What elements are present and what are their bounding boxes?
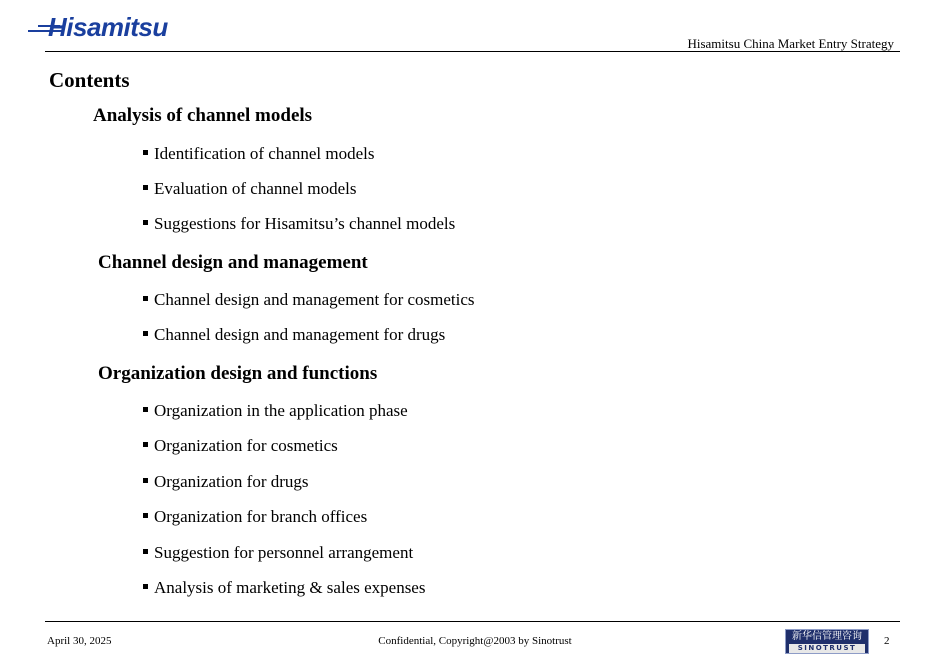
list-item: Organization for branch offices (143, 507, 367, 527)
list-item: Organization in the application phase (143, 401, 408, 421)
page-number: 2 (884, 635, 890, 647)
square-bullet-icon (143, 442, 148, 447)
header-divider (45, 51, 900, 52)
section-heading: Analysis of channel models (93, 105, 313, 126)
square-bullet-icon (143, 549, 148, 554)
square-bullet-icon (143, 331, 148, 336)
page-title: Contents (49, 68, 130, 92)
sinotrust-logo-cn: 新华信管理咨询 (792, 631, 862, 642)
logo-text: Hisamitsu (48, 12, 168, 42)
list-item: Channel design and management for cosmetics (143, 290, 475, 310)
square-bullet-icon (143, 407, 148, 412)
list-item: Identification of channel models (143, 144, 374, 164)
list-item: Analysis of marketing & sales expenses (143, 578, 425, 598)
square-bullet-icon (143, 185, 148, 190)
list-item: Organization for cosmetics (143, 436, 338, 456)
list-item: Suggestions for Hisamitsu’s channel models (143, 214, 455, 234)
sinotrust-logo (785, 629, 869, 654)
list-item: Channel design and management for drugs (143, 325, 445, 345)
square-bullet-icon (143, 584, 148, 589)
section-heading: Channel design and management (98, 252, 368, 273)
square-bullet-icon (143, 513, 148, 518)
square-bullet-icon (143, 220, 148, 225)
sinotrust-logo-en: SINOTRUST (789, 644, 865, 653)
list-item: Organization for drugs (143, 472, 309, 492)
footer-date: April 30, 2025 (47, 635, 112, 647)
hisamitsu-logo (28, 12, 168, 46)
list-item: Suggestion for personnel arrangement (143, 543, 413, 563)
footer-divider (45, 621, 900, 622)
header-title: Hisamitsu China Market Entry Strategy (687, 36, 894, 51)
section-heading: Organization design and functions (98, 363, 378, 384)
list-item: Evaluation of channel models (143, 179, 357, 199)
square-bullet-icon (143, 150, 148, 155)
square-bullet-icon (143, 296, 148, 301)
footer-copyright: Confidential, Copyright@2003 by Sinotrust (378, 635, 572, 647)
square-bullet-icon (143, 478, 148, 483)
